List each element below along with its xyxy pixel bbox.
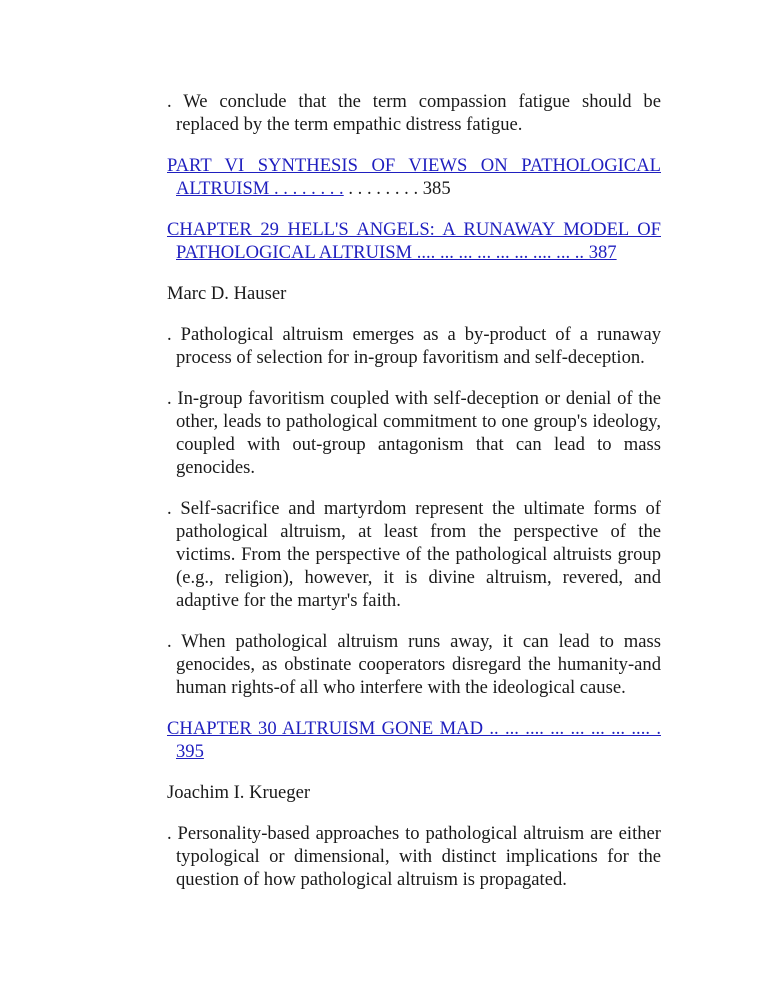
bullet-in-group-favoritism: . In-group favoritism coupled with self-deception or denial of the other, leads to pathological commitment to one group's ideology, coupled with out-group antagonism that can lead to mass genocides. (167, 388, 661, 478)
bullet-compassion-fatigue: . We conclude that the term compassion fatigue should be replaced by the term empathic distress fatigue. (167, 91, 661, 135)
toc-link-part-vi[interactable]: PART VI SYNTHESIS OF VIEWS ON PATHOLOGICAL ALTRUISM . . . . . . . . (167, 155, 661, 199)
toc-entry-chapter-29 (167, 218, 661, 264)
toc-link-chapter-29[interactable]: CHAPTER 29 HELL'S ANGELS: A RUNAWAY MODEL OF PATHOLOGICAL ALTRUISM .... ... ... ... ... ... .... ... .. 387 (167, 219, 661, 263)
bullet-self-sacrifice: . Self-sacrifice and martyrdom represent the ultimate forms of pathological altruism, at least from the perspective of the victims. From the perspective of the pathological altruists group (e.g., religion), however, it is divine altruism, revered, and adaptive for the martyr's faith. (167, 498, 661, 611)
toc-entry-part-vi (167, 154, 661, 200)
toc-link-chapter-30[interactable]: CHAPTER 30 ALTRUISM GONE MAD .. ... .... ... ... ... ... .... . 395 (167, 718, 661, 762)
bullet-personality-based: . Personality-based approaches to pathological altruism are either typological or dimensional, with distinct implications for the question of how pathological altruism is propagated. (167, 823, 661, 890)
toc-page-number-part-vi: . . . . . . . . 385 (343, 178, 451, 199)
toc-entry-chapter-30 (167, 717, 661, 763)
author-krueger: Joachim I. Krueger (167, 782, 311, 803)
document-page (167, 90, 661, 909)
author-hauser: Marc D. Hauser (167, 283, 287, 304)
bullet-runs-away: . When pathological altruism runs away, it can lead to mass genocides, as obstinate cooperators disregard the humanity-and human rights-of all who interfere with the ideological cause. (167, 631, 661, 698)
bullet-runaway-selection: . Pathological altruism emerges as a by-product of a runaway process of selection for in-group favoritism and self-deception. (167, 324, 661, 368)
